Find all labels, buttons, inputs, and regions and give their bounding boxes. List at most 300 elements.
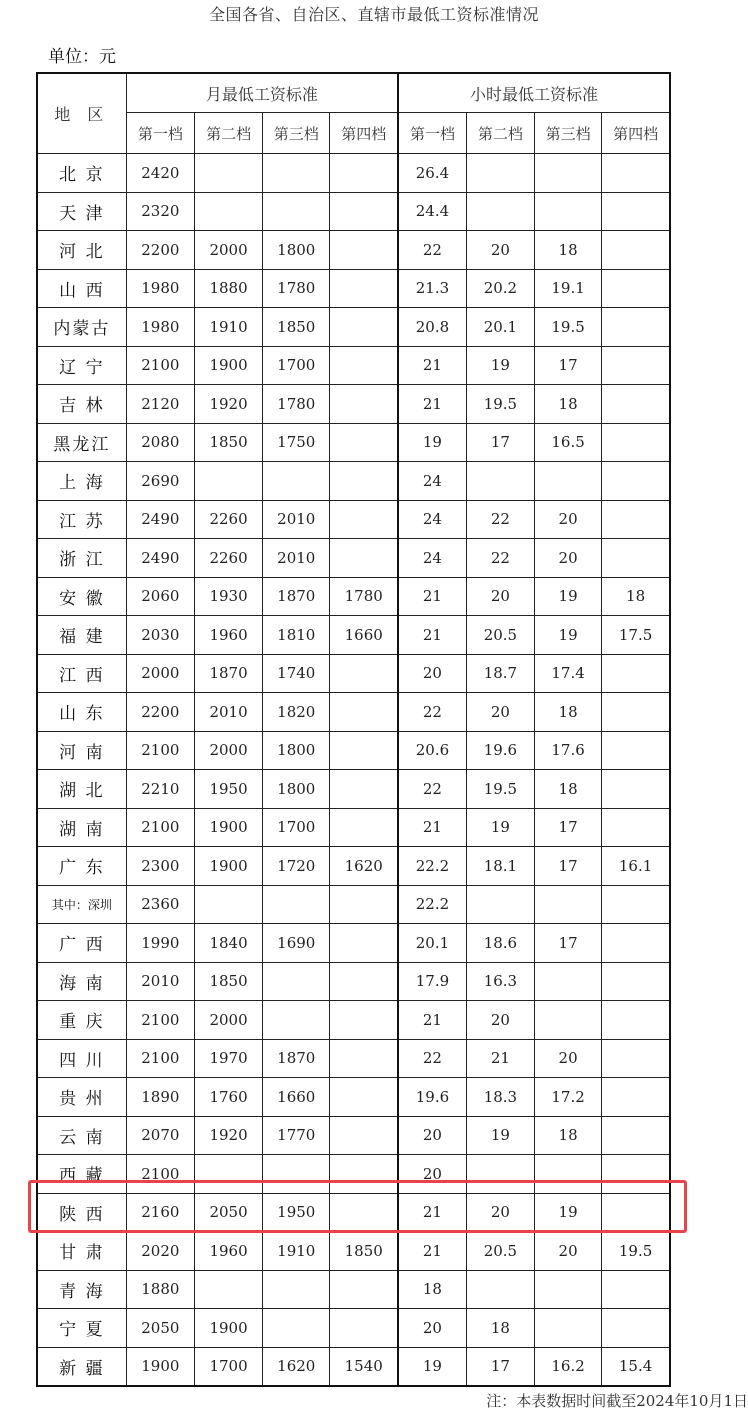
monthly-tier-4-cell: 1660 <box>330 616 398 655</box>
monthly-tier-3-cell: 1690 <box>263 924 330 963</box>
monthly-tier-1-cell: 2300 <box>126 847 194 886</box>
hourly-tier-2-cell: 21 <box>466 1039 534 1078</box>
hourly-tier-2-cell: 20.5 <box>466 616 534 655</box>
monthly-tier-4-cell <box>330 1155 398 1194</box>
monthly-tier-3-cell: 1750 <box>263 423 330 462</box>
monthly-tier-3-cell <box>263 885 330 924</box>
monthly-tier-4-cell <box>330 1309 398 1348</box>
table-row <box>37 693 670 732</box>
hourly-tier-3-cell <box>535 192 602 231</box>
hourly-tier-2-cell: 22 <box>466 539 534 578</box>
monthly-tier-2-cell: 1960 <box>194 1232 262 1271</box>
monthly-tier-4-cell <box>330 885 398 924</box>
hourly-tier-1-cell: 22.2 <box>398 847 466 886</box>
monthly-tier-3-cell <box>263 1270 330 1309</box>
hourly-tier-1-cell: 22 <box>398 1039 466 1078</box>
monthly-tier-2-cell: 1850 <box>194 423 262 462</box>
hourly-tier-3-header: 第三档 <box>535 113 602 154</box>
table-row <box>37 808 670 847</box>
hourly-tier-4-cell <box>602 1155 670 1194</box>
monthly-tier-2-cell: 2000 <box>194 231 262 270</box>
monthly-tier-2-cell <box>194 154 262 193</box>
monthly-tier-2-cell <box>194 1270 262 1309</box>
region-cell: 宁 夏 <box>37 1309 126 1348</box>
hourly-tier-1-cell: 21.3 <box>398 269 466 308</box>
monthly-tier-2-cell: 1900 <box>194 1309 262 1348</box>
table-row <box>37 1039 670 1078</box>
monthly-tier-1-cell: 2080 <box>126 423 194 462</box>
monthly-tier-3-cell <box>263 192 330 231</box>
hourly-tier-3-cell <box>535 885 602 924</box>
hourly-tier-3-cell <box>535 1155 602 1194</box>
monthly-tier-2-cell: 2000 <box>194 731 262 770</box>
hourly-tier-2-cell: 20.1 <box>466 308 534 347</box>
monthly-tier-1-cell: 2420 <box>126 154 194 193</box>
hourly-tier-1-cell: 18 <box>398 1270 466 1309</box>
monthly-tier-3-cell: 1700 <box>263 808 330 847</box>
table-row <box>37 308 670 347</box>
hourly-tier-1-cell: 21 <box>398 616 466 655</box>
monthly-tier-2-cell <box>194 885 262 924</box>
monthly-tier-1-cell: 1890 <box>126 1078 194 1117</box>
hourly-tier-2-cell: 17 <box>466 423 534 462</box>
hourly-tier-1-cell: 20.1 <box>398 924 466 963</box>
region-cell: 新 疆 <box>37 1347 126 1386</box>
monthly-tier-1-cell: 2070 <box>126 1116 194 1155</box>
table-row <box>37 1116 670 1155</box>
hourly-tier-1-cell: 22 <box>398 770 466 809</box>
monthly-tier-2-cell: 1700 <box>194 1347 262 1386</box>
hourly-tier-3-cell: 17 <box>535 924 602 963</box>
table-row <box>37 962 670 1001</box>
region-cell: 江 西 <box>37 654 126 693</box>
monthly-tier-4-cell <box>330 346 398 385</box>
hourly-tier-2-cell: 19.5 <box>466 385 534 424</box>
hourly-tier-1-cell: 24 <box>398 500 466 539</box>
monthly-tier-3-cell: 1700 <box>263 346 330 385</box>
hourly-tier-1-cell: 19 <box>398 1347 466 1386</box>
page-title: 全国各省、自治区、直辖市最低工资标准情况 <box>208 5 539 24</box>
monthly-tier-2-cell: 1870 <box>194 654 262 693</box>
hourly-tier-1-cell: 21 <box>398 1001 466 1040</box>
monthly-tier-1-cell: 2050 <box>126 1309 194 1348</box>
hourly-tier-1-cell: 21 <box>398 346 466 385</box>
hourly-tier-3-cell <box>535 962 602 1001</box>
region-cell: 江 苏 <box>37 500 126 539</box>
hourly-tier-2-cell: 18.6 <box>466 924 534 963</box>
monthly-tier-3-cell <box>263 462 330 501</box>
hourly-tier-4-cell <box>602 1116 670 1155</box>
hourly-tier-3-cell: 17 <box>535 346 602 385</box>
region-cell: 河 北 <box>37 231 126 270</box>
table-row-highlighted <box>37 1193 670 1232</box>
monthly-tier-1-cell: 2060 <box>126 577 194 616</box>
region-cell: 重 庆 <box>37 1001 126 1040</box>
region-cell: 北 京 <box>37 154 126 193</box>
hourly-tier-4-cell <box>602 1039 670 1078</box>
region-cell: 湖 南 <box>37 808 126 847</box>
hourly-tier-1-cell: 19 <box>398 423 466 462</box>
table-row <box>37 231 670 270</box>
hourly-tier-3-cell: 20 <box>535 539 602 578</box>
hourly-tier-2-cell: 19 <box>466 346 534 385</box>
hourly-tier-4-cell: 17.5 <box>602 616 670 655</box>
monthly-tier-1-cell: 2210 <box>126 770 194 809</box>
hourly-tier-2-cell: 19.5 <box>466 770 534 809</box>
hourly-tier-2-cell: 20 <box>466 1001 534 1040</box>
region-cell: 四 川 <box>37 1039 126 1078</box>
hourly-tier-1-cell: 20 <box>398 1116 466 1155</box>
table-row <box>37 924 670 963</box>
monthly-tier-4-cell <box>330 924 398 963</box>
hourly-tier-3-cell <box>535 1309 602 1348</box>
hourly-tier-4-cell <box>602 1193 670 1232</box>
hourly-tier-1-cell: 21 <box>398 1193 466 1232</box>
region-cell: 云 南 <box>37 1116 126 1155</box>
hourly-tier-2-cell: 20 <box>466 577 534 616</box>
hourly-tier-1-cell: 24.4 <box>398 192 466 231</box>
monthly-tier-2-cell: 1900 <box>194 346 262 385</box>
hourly-tier-3-cell: 19.5 <box>535 308 602 347</box>
monthly-tier-3-cell: 1660 <box>263 1078 330 1117</box>
region-cell: 福 建 <box>37 616 126 655</box>
hourly-tier-3-cell <box>535 154 602 193</box>
monthly-tier-4-cell <box>330 1039 398 1078</box>
monthly-tier-3-cell <box>263 1001 330 1040</box>
hourly-tier-2-cell: 18.7 <box>466 654 534 693</box>
monthly-tier-3-cell: 1780 <box>263 385 330 424</box>
monthly-tier-1-cell: 2690 <box>126 462 194 501</box>
hourly-tier-3-cell <box>535 1270 602 1309</box>
monthly-tier-1-cell: 2100 <box>126 1001 194 1040</box>
monthly-tier-3-cell: 1740 <box>263 654 330 693</box>
hourly-tier-4-cell <box>602 231 670 270</box>
region-cell: 浙 江 <box>37 539 126 578</box>
hourly-tier-4-cell <box>602 924 670 963</box>
table-row <box>37 1270 670 1309</box>
monthly-tier-4-header: 第四档 <box>330 113 398 154</box>
monthly-tier-1-cell: 2100 <box>126 1155 194 1194</box>
monthly-tier-2-cell: 2010 <box>194 693 262 732</box>
table-row <box>37 462 670 501</box>
monthly-tier-4-cell <box>330 231 398 270</box>
monthly-tier-2-cell: 2000 <box>194 1001 262 1040</box>
hourly-tier-4-cell <box>602 385 670 424</box>
table-row <box>37 192 670 231</box>
hourly-tier-1-cell: 24 <box>398 462 466 501</box>
hourly-tier-4-cell <box>602 154 670 193</box>
table-row <box>37 539 670 578</box>
monthly-tier-3-cell <box>263 962 330 1001</box>
monthly-tier-4-cell <box>330 1001 398 1040</box>
monthly-tier-3-cell: 1800 <box>263 231 330 270</box>
monthly-tier-2-cell: 1840 <box>194 924 262 963</box>
region-cell: 辽 宁 <box>37 346 126 385</box>
monthly-tier-2-cell: 1880 <box>194 269 262 308</box>
monthly-tier-3-cell: 1910 <box>263 1232 330 1271</box>
hourly-tier-2-cell <box>466 1270 534 1309</box>
monthly-tier-3-cell: 1950 <box>263 1193 330 1232</box>
hourly-tier-3-cell: 17 <box>535 847 602 886</box>
unit-label: 单位：元 <box>48 47 116 67</box>
hourly-tier-2-cell <box>466 1155 534 1194</box>
region-cell: 山 东 <box>37 693 126 732</box>
table-row <box>37 154 670 193</box>
monthly-tier-4-cell <box>330 1193 398 1232</box>
table-row <box>37 577 670 616</box>
monthly-tier-3-header: 第三档 <box>263 113 330 154</box>
hourly-tier-2-header: 第二档 <box>466 113 534 154</box>
hourly-tier-1-cell: 17.9 <box>398 962 466 1001</box>
table-row <box>37 770 670 809</box>
hourly-tier-3-cell: 17.4 <box>535 654 602 693</box>
table-row <box>37 847 670 886</box>
monthly-tier-3-cell <box>263 1309 330 1348</box>
monthly-tier-1-cell: 2490 <box>126 500 194 539</box>
region-cell: 黑龙江 <box>37 423 126 462</box>
table-row <box>37 731 670 770</box>
hourly-tier-3-cell: 19.1 <box>535 269 602 308</box>
region-cell: 湖 北 <box>37 770 126 809</box>
monthly-tier-1-cell: 1880 <box>126 1270 194 1309</box>
region-cell: 天 津 <box>37 192 126 231</box>
monthly-tier-2-cell: 2260 <box>194 500 262 539</box>
hourly-tier-3-cell: 18 <box>535 693 602 732</box>
table-row <box>37 423 670 462</box>
hourly-tier-1-cell: 22 <box>398 693 466 732</box>
hourly-tier-4-cell <box>602 423 670 462</box>
monthly-tier-2-cell: 2050 <box>194 1193 262 1232</box>
hourly-tier-3-cell: 19 <box>535 577 602 616</box>
hourly-tier-2-cell <box>466 154 534 193</box>
table-row <box>37 1001 670 1040</box>
hourly-tier-1-cell: 21 <box>398 385 466 424</box>
hourly-tier-2-cell: 16.3 <box>466 962 534 1001</box>
hourly-tier-4-cell <box>602 693 670 732</box>
monthly-tier-4-cell <box>330 308 398 347</box>
hourly-tier-4-cell <box>602 962 670 1001</box>
monthly-tier-1-cell: 2120 <box>126 385 194 424</box>
monthly-tier-3-cell: 1870 <box>263 1039 330 1078</box>
monthly-tier-2-cell: 1900 <box>194 808 262 847</box>
monthly-tier-4-cell <box>330 423 398 462</box>
monthly-tier-3-cell <box>263 1155 330 1194</box>
region-cell: 上 海 <box>37 462 126 501</box>
monthly-tier-1-cell: 1900 <box>126 1347 194 1386</box>
monthly-tier-4-cell <box>330 962 398 1001</box>
monthly-tier-1-cell: 1980 <box>126 269 194 308</box>
hourly-tier-4-cell <box>602 885 670 924</box>
monthly-tier-3-cell: 1850 <box>263 308 330 347</box>
region-cell: 安 徽 <box>37 577 126 616</box>
hourly-tier-3-cell: 16.2 <box>535 1347 602 1386</box>
monthly-tier-4-cell <box>330 1116 398 1155</box>
hourly-tier-4-cell <box>602 731 670 770</box>
minimum-wage-table <box>36 72 671 1387</box>
region-column-header: 地 区 <box>37 73 126 154</box>
monthly-tier-4-cell <box>330 192 398 231</box>
monthly-tier-4-cell <box>330 770 398 809</box>
table-row <box>37 1155 670 1194</box>
monthly-tier-2-cell: 1910 <box>194 308 262 347</box>
hourly-tier-4-cell: 15.4 <box>602 1347 670 1386</box>
monthly-tier-3-cell: 2010 <box>263 500 330 539</box>
hourly-tier-4-cell <box>602 1078 670 1117</box>
hourly-tier-3-cell <box>535 462 602 501</box>
hourly-tier-3-cell: 20 <box>535 500 602 539</box>
monthly-tier-4-cell <box>330 1270 398 1309</box>
hourly-tier-1-cell: 21 <box>398 577 466 616</box>
region-cell: 山 西 <box>37 269 126 308</box>
monthly-tier-2-cell <box>194 462 262 501</box>
monthly-group-header: 月最低工资标准 <box>126 73 398 113</box>
monthly-tier-4-cell <box>330 462 398 501</box>
monthly-tier-4-cell <box>330 500 398 539</box>
monthly-tier-4-cell <box>330 269 398 308</box>
hourly-tier-1-cell: 19.6 <box>398 1078 466 1117</box>
monthly-tier-1-cell: 2020 <box>126 1232 194 1271</box>
hourly-tier-2-cell: 20.5 <box>466 1232 534 1271</box>
table-row <box>37 1309 670 1348</box>
region-cell: 陕 西 <box>37 1193 126 1232</box>
monthly-tier-4-cell <box>330 1078 398 1117</box>
hourly-tier-4-cell <box>602 192 670 231</box>
hourly-tier-1-cell: 22 <box>398 231 466 270</box>
region-cell: 甘 肃 <box>37 1232 126 1271</box>
hourly-tier-4-cell <box>602 1270 670 1309</box>
hourly-tier-4-cell <box>602 1309 670 1348</box>
hourly-tier-1-cell: 20 <box>398 654 466 693</box>
hourly-tier-3-cell: 18 <box>535 770 602 809</box>
region-cell: 海 南 <box>37 962 126 1001</box>
region-cell: 吉 林 <box>37 385 126 424</box>
hourly-tier-1-cell: 20 <box>398 1309 466 1348</box>
monthly-tier-4-cell: 1540 <box>330 1347 398 1386</box>
hourly-tier-3-cell: 16.5 <box>535 423 602 462</box>
hourly-tier-3-cell: 20 <box>535 1039 602 1078</box>
region-cell: 贵 州 <box>37 1078 126 1117</box>
hourly-tier-1-cell: 20 <box>398 1155 466 1194</box>
hourly-tier-1-cell: 21 <box>398 1232 466 1271</box>
monthly-tier-2-cell <box>194 192 262 231</box>
monthly-tier-1-cell: 2100 <box>126 808 194 847</box>
hourly-tier-1-cell: 26.4 <box>398 154 466 193</box>
hourly-tier-2-cell: 19 <box>466 1116 534 1155</box>
table-row <box>37 269 670 308</box>
hourly-tier-3-cell: 17.6 <box>535 731 602 770</box>
hourly-tier-3-cell <box>535 1001 602 1040</box>
region-cell: 其中：深圳 <box>37 885 126 924</box>
monthly-tier-1-cell: 2360 <box>126 885 194 924</box>
hourly-tier-4-cell <box>602 269 670 308</box>
monthly-tier-1-cell: 2100 <box>126 1039 194 1078</box>
hourly-tier-2-cell: 19 <box>466 808 534 847</box>
monthly-tier-2-cell: 1970 <box>194 1039 262 1078</box>
monthly-tier-1-cell: 2100 <box>126 731 194 770</box>
table-row <box>37 346 670 385</box>
hourly-tier-3-cell: 17.2 <box>535 1078 602 1117</box>
hourly-tier-2-cell: 18 <box>466 1309 534 1348</box>
hourly-tier-2-cell: 20 <box>466 693 534 732</box>
monthly-tier-4-cell <box>330 385 398 424</box>
monthly-tier-2-cell <box>194 1155 262 1194</box>
monthly-tier-1-cell: 2320 <box>126 192 194 231</box>
monthly-tier-3-cell: 1720 <box>263 847 330 886</box>
monthly-tier-2-cell: 1930 <box>194 577 262 616</box>
monthly-tier-2-header: 第二档 <box>194 113 262 154</box>
hourly-tier-4-cell <box>602 500 670 539</box>
hourly-tier-4-cell: 19.5 <box>602 1232 670 1271</box>
table-row <box>37 1347 670 1386</box>
region-cell: 广 西 <box>37 924 126 963</box>
hourly-group-header: 小时最低工资标准 <box>398 73 670 113</box>
hourly-tier-4-cell <box>602 539 670 578</box>
monthly-tier-2-cell: 1920 <box>194 385 262 424</box>
monthly-tier-3-cell: 1770 <box>263 1116 330 1155</box>
hourly-tier-2-cell: 20 <box>466 231 534 270</box>
monthly-tier-1-cell: 2030 <box>126 616 194 655</box>
hourly-tier-3-cell: 19 <box>535 1193 602 1232</box>
monthly-tier-4-cell <box>330 154 398 193</box>
hourly-tier-4-cell <box>602 1001 670 1040</box>
monthly-tier-1-cell: 2100 <box>126 346 194 385</box>
table-row <box>37 654 670 693</box>
monthly-tier-3-cell: 1870 <box>263 577 330 616</box>
monthly-tier-4-cell <box>330 693 398 732</box>
hourly-tier-2-cell: 18.1 <box>466 847 534 886</box>
monthly-tier-4-cell <box>330 731 398 770</box>
hourly-tier-2-cell: 19.6 <box>466 731 534 770</box>
region-cell: 青 海 <box>37 1270 126 1309</box>
monthly-tier-4-cell <box>330 654 398 693</box>
monthly-tier-3-cell: 2010 <box>263 539 330 578</box>
hourly-tier-1-header: 第一档 <box>398 113 466 154</box>
monthly-tier-3-cell: 1620 <box>263 1347 330 1386</box>
monthly-tier-1-cell: 2200 <box>126 231 194 270</box>
monthly-tier-3-cell: 1810 <box>263 616 330 655</box>
monthly-tier-3-cell: 1800 <box>263 731 330 770</box>
monthly-tier-1-cell: 2200 <box>126 693 194 732</box>
hourly-tier-1-cell: 24 <box>398 539 466 578</box>
region-cell: 西 藏 <box>37 1155 126 1194</box>
hourly-tier-4-cell <box>602 346 670 385</box>
hourly-tier-2-cell: 20.2 <box>466 269 534 308</box>
monthly-tier-4-cell: 1850 <box>330 1232 398 1271</box>
hourly-tier-3-cell: 18 <box>535 231 602 270</box>
monthly-tier-1-cell: 2000 <box>126 654 194 693</box>
monthly-tier-4-cell <box>330 808 398 847</box>
hourly-tier-1-cell: 21 <box>398 808 466 847</box>
hourly-tier-4-cell <box>602 462 670 501</box>
monthly-tier-2-cell: 1900 <box>194 847 262 886</box>
monthly-tier-1-cell: 1990 <box>126 924 194 963</box>
hourly-tier-2-cell: 22 <box>466 500 534 539</box>
monthly-tier-2-cell: 2260 <box>194 539 262 578</box>
hourly-tier-3-cell: 20 <box>535 1232 602 1271</box>
monthly-tier-4-cell: 1620 <box>330 847 398 886</box>
monthly-tier-2-cell: 1850 <box>194 962 262 1001</box>
monthly-tier-2-cell: 1960 <box>194 616 262 655</box>
table-row <box>37 500 670 539</box>
hourly-tier-4-header: 第四档 <box>602 113 670 154</box>
hourly-tier-2-cell: 20 <box>466 1193 534 1232</box>
table-body <box>37 154 670 1387</box>
hourly-tier-4-cell: 18 <box>602 577 670 616</box>
hourly-tier-2-cell: 17 <box>466 1347 534 1386</box>
table-row <box>37 385 670 424</box>
region-cell: 广 东 <box>37 847 126 886</box>
monthly-tier-3-cell: 1800 <box>263 770 330 809</box>
